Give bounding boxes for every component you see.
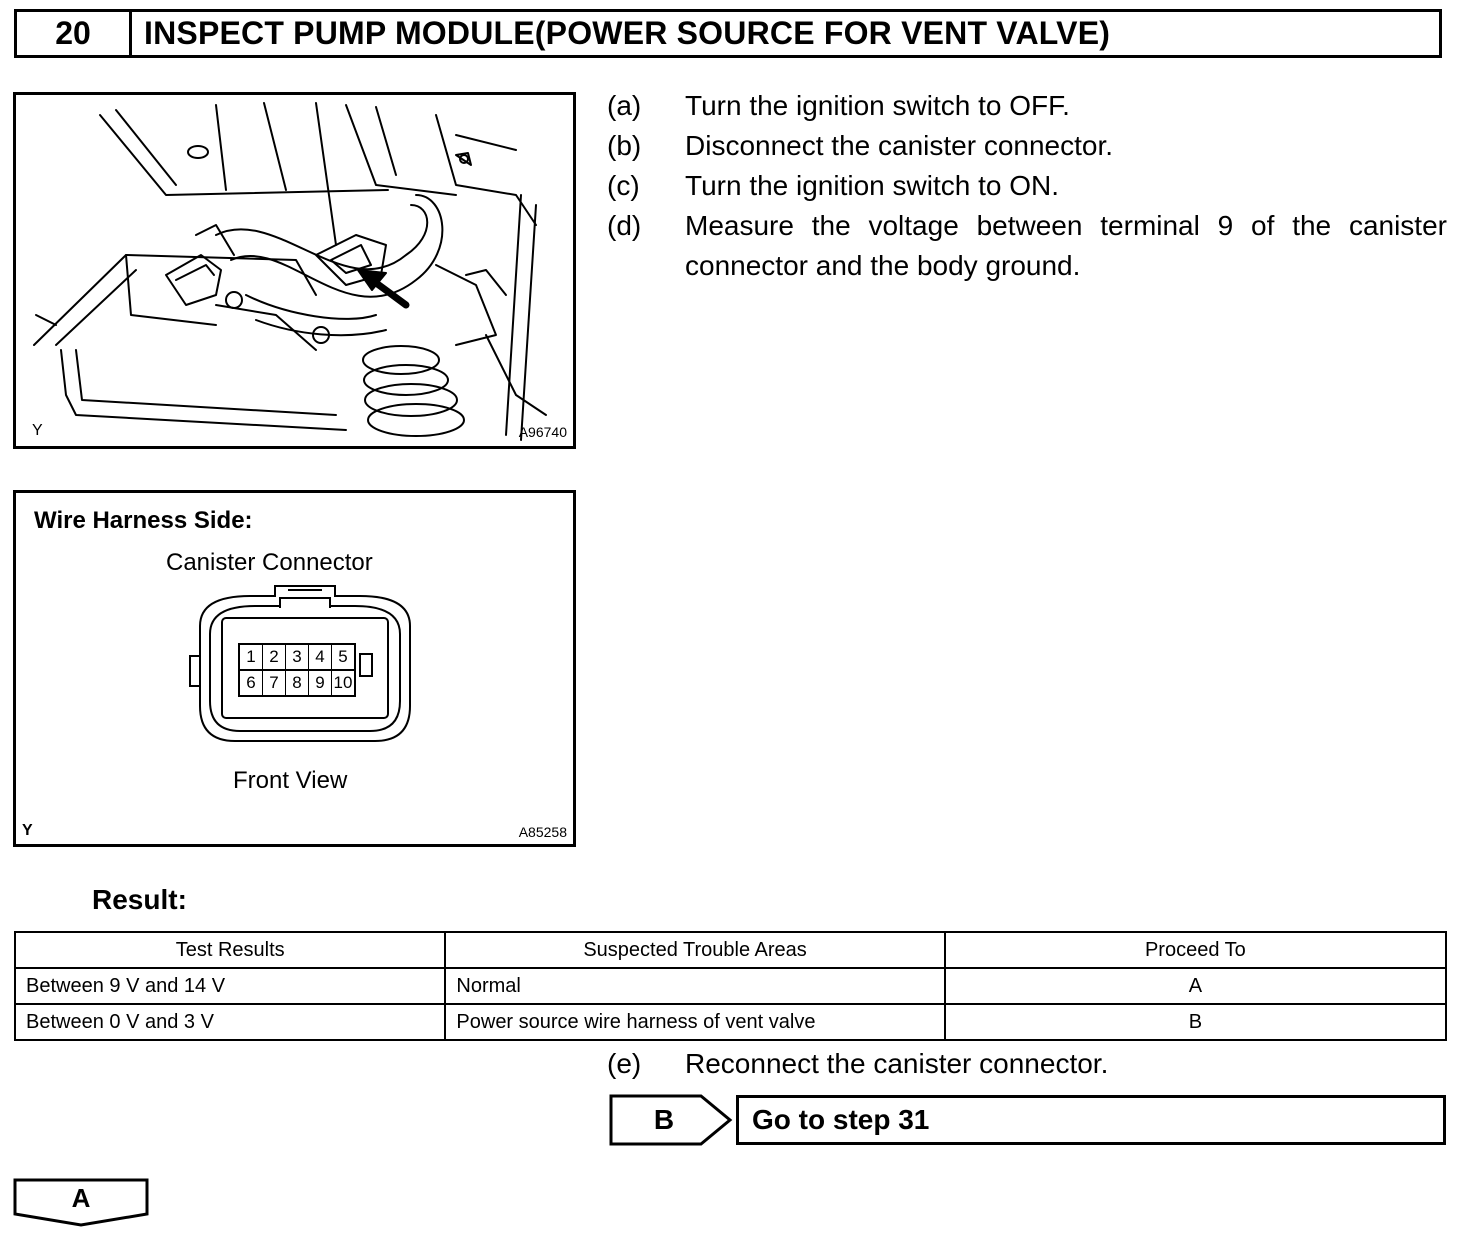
branch-a-marker[interactable]: [13, 1178, 149, 1228]
table-row: [15, 1004, 1446, 1040]
trouble-area-cell: Normal: [445, 968, 944, 1004]
table-header-row: [15, 932, 1446, 968]
step-letter: (a): [607, 90, 642, 121]
step-header: [14, 9, 1442, 58]
step-letter: (b): [607, 130, 642, 161]
proceed-to-cell: B: [945, 1004, 1446, 1040]
pin-9: 9: [309, 671, 332, 695]
branch-a-label: A: [71, 1182, 91, 1213]
step-c: [607, 166, 1447, 206]
pin-grid: [238, 643, 356, 697]
pin-10: 10: [333, 673, 353, 692]
figure-code: A96740: [518, 424, 567, 440]
pin-5: 5: [338, 647, 348, 666]
connector-name: Canister Connector: [166, 549, 373, 576]
test-result-cell: Between 9 V and 14 V: [15, 968, 445, 1004]
pin-8: 8: [286, 671, 309, 695]
step-letter: (e): [607, 1048, 642, 1079]
connector-illustration: [13, 490, 576, 847]
pin-1: 1: [240, 645, 263, 669]
pin-3: 3: [286, 645, 309, 669]
step-letter: (c): [607, 170, 640, 201]
proceed-to-cell: A: [945, 968, 1446, 1004]
trouble-area-cell: Power source wire harness of vent valve: [445, 1004, 944, 1040]
step-letter: (d): [607, 210, 642, 241]
wire-harness-heading: Wire Harness Side:: [34, 507, 253, 534]
column-header: Suspected Trouble Areas: [445, 932, 944, 968]
step-text: Disconnect the canister connector.: [685, 130, 1114, 161]
column-header: Proceed To: [945, 932, 1446, 968]
step-d: [607, 206, 1447, 286]
front-view-label: Front View: [233, 767, 348, 794]
location-illustration: [13, 92, 576, 449]
branch-b-label: B: [653, 1104, 675, 1135]
table-row: [15, 968, 1446, 1004]
goto-step-link[interactable]: Go to step 31: [736, 1095, 1446, 1145]
figure-letter: Y: [22, 822, 33, 839]
pump-module-drawing: [16, 95, 573, 446]
step-text: Turn the ignition switch to ON.: [685, 170, 1060, 201]
step-text: Measure the voltage between terminal 9 of the canister connector and the body ground.: [685, 210, 1447, 281]
step-title: INSPECT PUMP MODULE(POWER SOURCE FOR VENT VALVE): [144, 15, 1111, 51]
branch-b-marker[interactable]: [609, 1094, 733, 1146]
pin-7: 7: [263, 671, 286, 695]
pin-2: 2: [263, 645, 286, 669]
step-b: [607, 126, 1447, 166]
column-header: Test Results: [15, 932, 445, 968]
step-a: [607, 86, 1447, 126]
instruction-steps: [607, 86, 1447, 286]
step-text: Reconnect the canister connector.: [685, 1048, 1109, 1079]
result-label: Result:: [92, 884, 187, 915]
pin-6: 6: [240, 671, 263, 695]
step-text: Turn the ignition switch to OFF.: [685, 90, 1070, 121]
step-e: [607, 1048, 1108, 1080]
test-result-cell: Between 0 V and 3 V: [15, 1004, 445, 1040]
figure-code: A85258: [518, 824, 567, 840]
step-number: 20: [17, 12, 132, 55]
figure-letter: Y: [32, 422, 43, 439]
result-table: [14, 931, 1447, 1041]
pin-4: 4: [309, 645, 332, 669]
